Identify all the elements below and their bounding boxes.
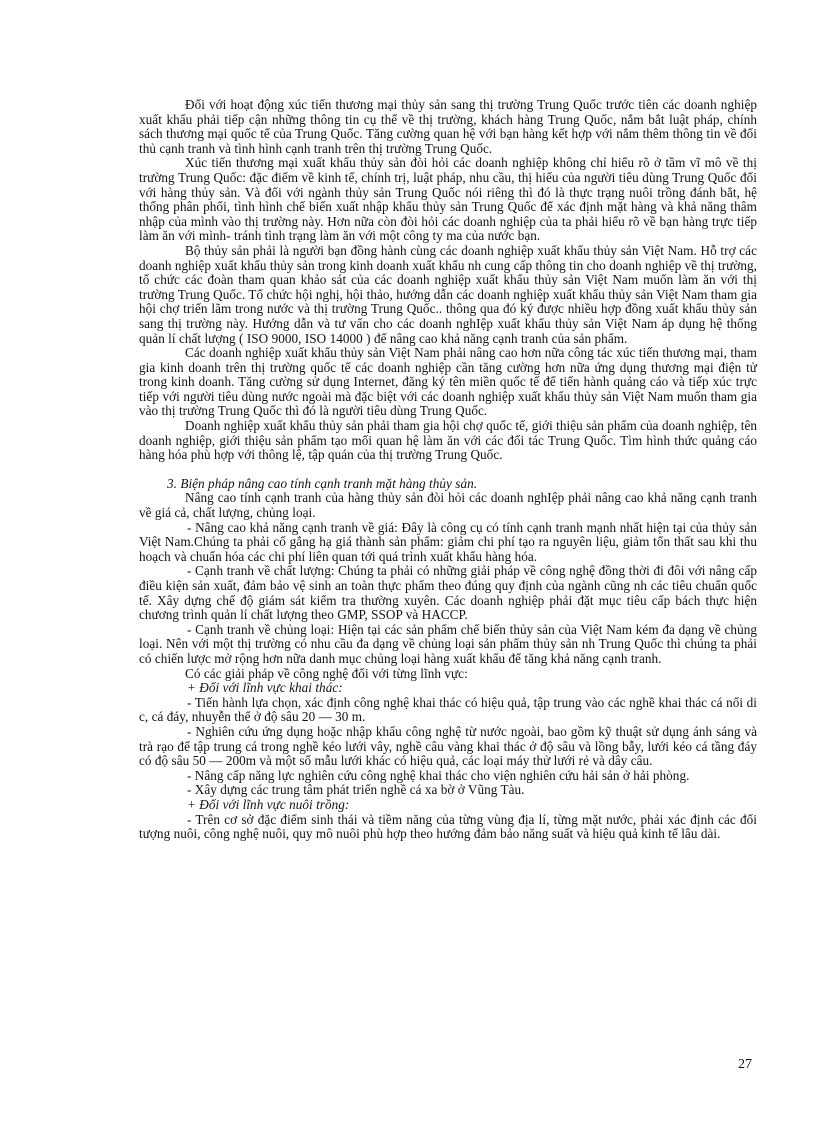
subheading-fishing: + Đối với lĩnh vực khai thác:: [187, 680, 343, 696]
subheading-aquaculture: + Đối với lĩnh vực nuôi trồng:: [187, 796, 350, 812]
paragraph-competitiveness-intro: Nâng cao tính cạnh tranh của hàng thủy sản đòi hỏi các doanh nghIệp phải nâng cao khả năng cạnh tranh về giá cả, chất lượng, chủng loại.: [139, 490, 757, 521]
document-body: [139, 98, 757, 842]
list-item-research-capacity: - Nâng cấp năng lực nghiên cứu công nghệ khai thác cho viện nghiên cứu hải sản ở hải phòng.: [187, 767, 690, 783]
paragraph-quality-competition: - Cạnh tranh về chất lượng: Chúng ta phải có những giải pháp về công nghệ đồng thời đi đôi với nâng cấp điều kiện sản xuất, đảm bảo vệ sinh an toàn thực phẩm theo đúng quy định của ngành cũng nh các tiêu chuẩn quốc tế. Xây dựng chế độ giám sát kiểm tra thường xuyên. Các doanh nghiệp phải đặt mục tiêu cấp bách thực hiện chương trình quản lí chất lượng theo GMP, SSOP và HACCP.: [139, 563, 757, 623]
paragraph-trade-promotion-intro: Đối với hoạt động xúc tiến thương mại thủy sản sang thị trường Trung Quốc trước tiên các doanh nghiệp xuất khẩu phải tiếp cận những thông tin cụ thể về thị trường, khách hàng Trung Quốc, nắm bắt luật pháp, chính sách thương mại quốc tế của Trung Quốc. Tăng cường quan hệ với bạn hàng kết hợp với nắm thêm thông tin về đối thủ cạnh tranh và tình hình cạnh tranh trên thị trường Trung Quốc.: [139, 97, 757, 156]
list-item-import-technology: - Nghiên cứu ứng dụng hoặc nhập khẩu công nghệ từ nước ngoài, bao gồm kỹ thuật sử dụng ánh sáng và trà rạo để tập trung cá trong nghề kéo lưới vây, nghề câu vàng khai thác ở độ sâu và lồng bẫy, lưới kéo cá tầng đáy có độ sâu 50 — 200m và một số mẫu lưới khác có hiệu quả, các loại máy thử lưới rẻ và dây câu.: [139, 723, 757, 769]
paragraph-variety-competition: - Cạnh tranh về chủng loại: Hiện tại các sản phẩm chế biến thủy sản của Việt Nam kém đa dạng về chủng loại. Nên với một thị trường có nhu cầu đa dạng về chủng loại sản phẩm thủy sản nh Trung Quốc thì chúng ta phải có chiến lược mở rộng hơn nữa danh mục chủng loại hàng xuất khẩu để tăng khả năng cạnh tranh.: [139, 621, 757, 666]
section-heading-competitiveness: 3. Biện pháp nâng cao tính cạnh tranh mặt hàng thủy sản.: [167, 475, 478, 491]
list-item-vung-tau-center: - Xây dựng các trung tâm phát triển nghề cá xa bờ ở Vũng Tàu.: [187, 782, 525, 798]
paragraph-trade-fairs: Doanh nghiệp xuất khẩu thủy sản phải tham gia hội chợ quốc tế, giới thiệu sản phẩm của doanh nghiệp, tên doanh nghiệp, giới thiệu sản phẩm tạo mối quan hệ làm ăn với các đối tác Trung Quốc. Tìm hình thức quảng cáo hàng hóa phù hợp với thông lệ, tập quán của thị trường Trung Quốc.: [139, 418, 757, 463]
paragraph-macro-understanding: Xúc tiến thương mại xuất khẩu thủy sản đòi hỏi các doanh nghiệp không chỉ hiểu rõ ở tầm vĩ mô về thị trường Trung Quốc: đặc điểm về kinh tế, chính trị, luật pháp, nhu cầu, thị hiếu của người tiêu dùng Trung Quốc đối với hàng thủy sản. Và đối với ngành thủy sản Trung Quốc nói riêng thì đó là thực trạng nuôi trồng đánh bắt, hệ thống phân phối, tình hình chế biến xuất nhập khẩu thủy sản Trung Quốc để xác định mặt hàng và khả năng thâm nhập của mình vào thị trường này. Hơn nữa còn đòi hỏi các doanh nghiệp của ta phải hiểu rõ về bạn hàng trực tiếp làm ăn với mình- tránh tình trạng làm ăn với một công ty ma của nước bạn.: [139, 155, 757, 244]
paragraph-price-competition: - Nâng cao khả năng cạnh tranh về giá: Đây là công cụ có tính cạnh tranh mạnh nhất hiện tại của thủy sản Việt Nam.Chúng ta phải cố gắng hạ giá thành sản phẩm: giảm chi phí tạo ra nguyên liệu, giảm tổn thất sau khi thu hoạch và chuẩn hóa các chi phí liên quan tới quá trình xuất khẩu hàng hóa.: [139, 519, 757, 564]
list-item-fishing-technology: - Tiến hành lựa chọn, xác định công nghệ khai thác có hiệu quả, tập trung vào các nghề khai thác cá nổi di c, cá đáy, nhuyễn thể ở độ sâu 20 — 30 m.: [139, 694, 757, 725]
paragraph-e-commerce: Các doanh nghiệp xuất khẩu thủy sản Việt Nam phải nâng cao hơn nữa công tác xúc tiến thương mại, tham gia kinh doanh trên thị trường quốc tế các doanh nghiệp cần tăng cường hơn nữa ứng dụng thương mại điện tử trong kinh doanh. Tăng cường sử dụng Internet, đăng ký tên miền quốc tế để tiến hành quảng cáo và tiếp xúc trực tiếp với người tiêu dùng nước ngoài mà đặc biệt với các doanh nghiệp xuất khẩu thủy sản Việt Nam muốn tham gia vào thị trường Trung Quốc thì đó là người tiêu dùng Trung Quốc.: [139, 345, 757, 419]
paragraph-ministry-support: Bộ thủy sản phải là người bạn đồng hành cùng các doanh nghiệp xuất khẩu thủy sản Việt Nam. Hỗ trợ các doanh nghiệp xuất khẩu thủy sản trong kinh doanh xuất khẩu nh cung cấp thông tin cho doanh nghiệp về thị trường, tổ chức các đoàn tham quan khảo sát của các doanh nghiệp xuất khẩu thủy sản Việt Nam muốn làm ăn với thị trường Trung Quốc. Tổ chức hội nghị, hội thảo, hướng dẫn các doanh nghiệp xuất khẩu thủy sản Việt Nam tham gia hội chợ triển lãm trong nước và thị trường Trung Quốc.. thông qua đó ký được nhiều hợp đồng xuất khẩu thủy sản sang thị trường này. Hướng dẫn và tư vấn cho các doanh nghIệp xuất khẩu thủy sản Việt Nam áp dụng hệ thống quản lí chất lượng ( ISO 9000, ISO 14000 ) để nâng cao khả năng cạnh tranh của sản phẩm.: [139, 242, 757, 346]
list-item-aquaculture-planning: - Trên cơ sở đặc điểm sinh thái và tiềm năng của từng vùng địa lí, từng mặt nước, phải xác định các đối tượng nuôi, công nghệ nuôi, quy mô nuôi phù hợp theo hướng đảm bảo năng suất và hiệu quả kinh tế lâu dài.: [139, 811, 757, 842]
page-number: 27: [738, 1057, 752, 1072]
paragraph-technology-solutions: Có các giải pháp về công nghệ đối với từng lĩnh vực:: [185, 665, 468, 681]
